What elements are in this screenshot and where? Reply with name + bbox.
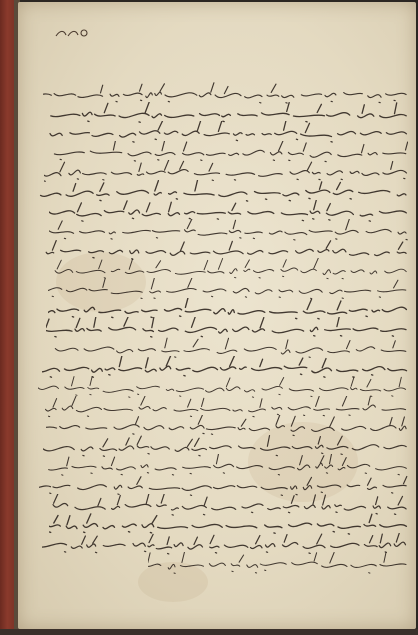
ink-stroke xyxy=(39,474,407,495)
ink-stroke xyxy=(42,533,406,554)
ink-stroke xyxy=(48,454,406,475)
ink-stroke xyxy=(49,219,407,240)
ink-stroke xyxy=(46,396,406,417)
manuscript-page xyxy=(18,2,416,629)
ink-stroke xyxy=(55,141,408,162)
folio-number xyxy=(54,27,94,39)
ink-stroke xyxy=(43,83,406,103)
ink-stroke xyxy=(43,435,406,456)
ink-stroke xyxy=(41,180,406,201)
ink-stroke xyxy=(56,338,407,357)
ink-stroke xyxy=(55,258,406,279)
handwriting-strokes xyxy=(148,552,408,574)
ink-stroke xyxy=(46,240,406,259)
ink-stroke xyxy=(48,298,406,319)
ink-stroke xyxy=(42,356,406,377)
ink-stroke xyxy=(50,121,406,142)
manuscript-line xyxy=(148,552,408,574)
handwritten-text-block xyxy=(36,82,408,572)
ink-stroke xyxy=(49,514,406,534)
ink-stroke xyxy=(46,415,406,436)
ink-stroke xyxy=(51,102,406,122)
ink-stroke xyxy=(49,200,406,221)
ink-stroke xyxy=(46,317,406,337)
page-bottom-edge xyxy=(0,629,418,635)
ink-stroke xyxy=(148,552,406,573)
ink-stroke xyxy=(48,278,406,299)
ink-stroke xyxy=(44,160,406,181)
ink-stroke xyxy=(38,376,406,397)
ink-stroke xyxy=(53,494,406,515)
